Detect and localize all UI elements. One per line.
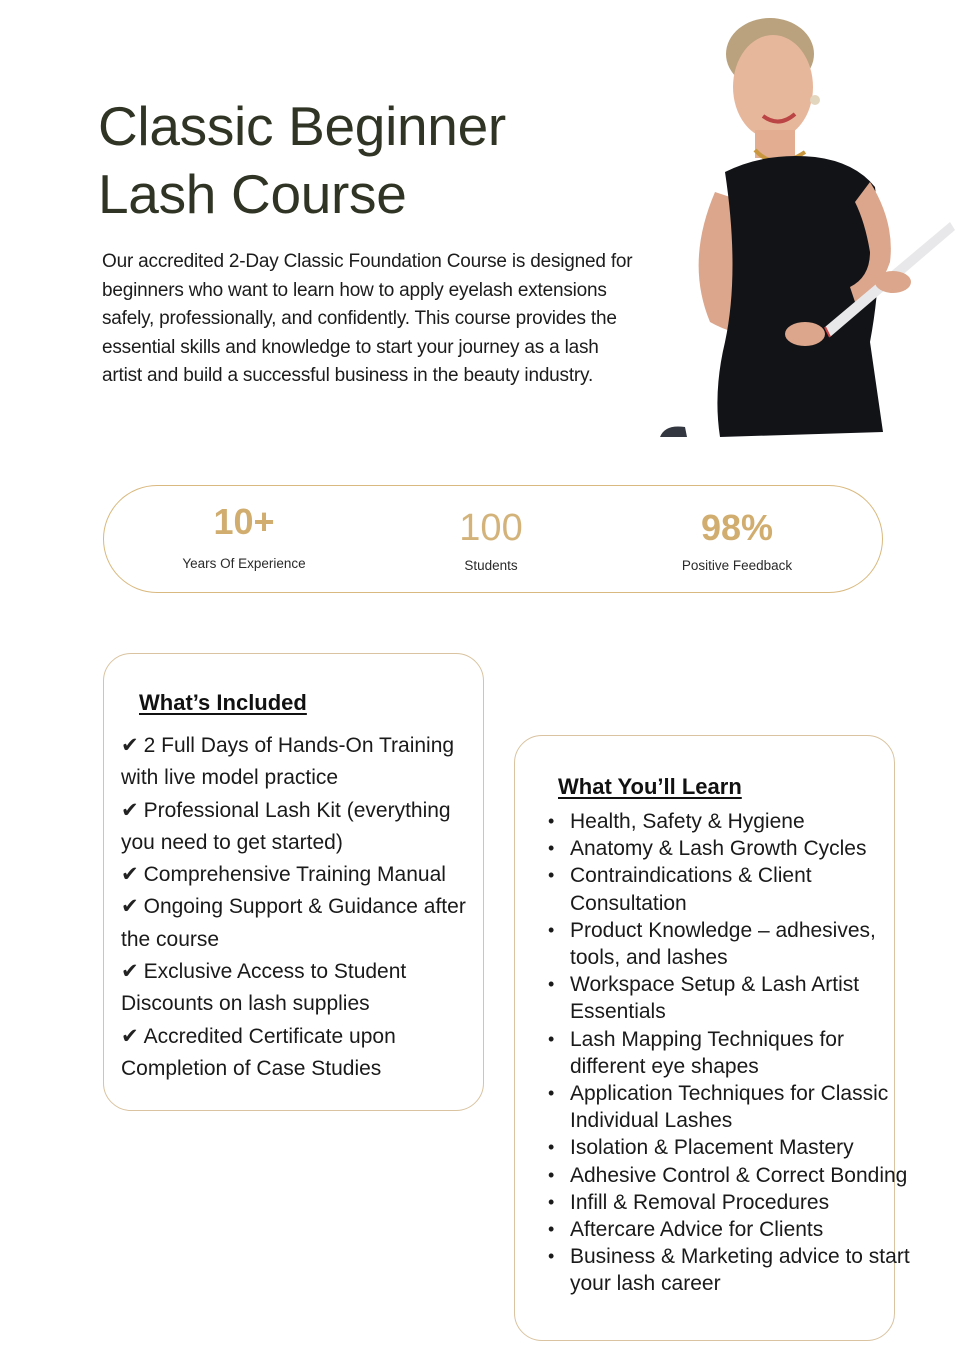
stat-value: 98% xyxy=(700,507,774,548)
list-item xyxy=(548,917,910,971)
list-item-text: Accredited Certificate upon Completion of Case Studies xyxy=(121,1024,396,1080)
bullet-icon: • xyxy=(548,811,555,831)
list-item xyxy=(548,835,910,862)
checkmark-icon: ✔ xyxy=(121,798,139,822)
stat-positive-feedback xyxy=(617,508,857,573)
list-item xyxy=(548,862,910,916)
checkmark-icon: ✔ xyxy=(121,734,139,757)
list-item xyxy=(548,1134,910,1161)
what-youll-learn-heading: What You’ll Learn xyxy=(558,774,742,799)
list-item-text: Adhesive Control & Correct Bonding xyxy=(570,1163,908,1187)
checkmark-icon: ✔ xyxy=(121,1024,139,1048)
whats-included-list xyxy=(121,730,481,1085)
list-item xyxy=(548,1189,910,1216)
bullet-icon: • xyxy=(548,865,555,886)
list-item xyxy=(548,1162,910,1189)
checkmark-icon: ✔ xyxy=(121,895,139,919)
whats-included-heading: What’s Included xyxy=(139,690,307,715)
whats-included-card xyxy=(103,653,484,1111)
stat-label: Students xyxy=(464,558,518,573)
stat-value: 100 xyxy=(459,507,523,549)
checkmark-icon: ✔ xyxy=(121,863,139,887)
list-item xyxy=(548,1026,910,1080)
bullet-icon: • xyxy=(548,838,555,859)
list-item xyxy=(548,1216,910,1243)
list-item-text: Infill & Removal Procedures xyxy=(570,1190,830,1214)
list-item-text: Application Techniques for Classic Individual Lashes xyxy=(570,1082,889,1133)
stat-years-experience xyxy=(124,502,364,571)
bullet-icon: • xyxy=(548,1028,555,1049)
list-item xyxy=(548,1080,910,1134)
list-item-text: Exclusive Access to Student Discounts on lash supplies xyxy=(121,960,407,1016)
what-youll-learn-card xyxy=(514,735,910,1341)
list-item xyxy=(121,1021,481,1086)
instructor-photo xyxy=(655,12,955,437)
bullet-icon: • xyxy=(548,1219,555,1240)
list-item-text: Business & Marketing advice to start your lash career xyxy=(570,1245,910,1296)
list-item xyxy=(121,730,481,795)
page-title xyxy=(98,92,506,228)
list-item xyxy=(121,859,481,891)
stat-value: 10+ xyxy=(213,501,275,542)
bullet-icon: • xyxy=(548,1083,555,1104)
page-title-line-2: Lash Course xyxy=(98,163,407,225)
page-title-line-1: Classic Beginner xyxy=(98,95,506,157)
list-item-text: Health, Safety & Hygiene xyxy=(570,810,805,833)
bullet-icon: • xyxy=(548,919,555,940)
list-item-text: Product Knowledge – adhesives, tools, and lashes xyxy=(570,918,876,970)
list-item-text: Professional Lash Kit (everything you need to get started) xyxy=(121,798,451,854)
course-intro: Our accredited 2-Day Classic Foundation Course is designed for beginners who want to learn how to apply eyelash extensions safely, professionally, and confidently. This course provides the essential skills and knowledge to start your journey as a lash artist and build a successful business in the beauty industry. xyxy=(102,251,633,386)
list-item xyxy=(121,891,481,956)
stat-label: Years Of Experience xyxy=(182,556,306,571)
bullet-icon: • xyxy=(548,1164,555,1185)
list-item-text: Anatomy & Lash Growth Cycles xyxy=(570,837,867,861)
what-youll-learn-list xyxy=(548,808,910,1298)
list-item-text: Workspace Setup & Lash Artist Essentials xyxy=(570,973,860,1024)
list-item xyxy=(548,1243,910,1297)
stat-label: Positive Feedback xyxy=(681,558,793,573)
list-item xyxy=(121,795,481,860)
bullet-icon: • xyxy=(548,1191,555,1212)
list-item-text: Contraindications & Client Consultation xyxy=(570,864,812,915)
bullet-icon: • xyxy=(548,1246,555,1267)
list-item-text: 2 Full Days of Hands-On Training with live model practice xyxy=(121,734,455,790)
stats-bar xyxy=(103,485,883,593)
bullet-icon: • xyxy=(548,1137,555,1158)
list-item-text: Comprehensive Training Manual xyxy=(143,863,446,887)
list-item xyxy=(548,808,910,835)
list-item xyxy=(121,956,481,1021)
list-item-text: Ongoing Support & Guidance after the course xyxy=(121,895,466,951)
list-item-text: Aftercare Advice for Clients xyxy=(570,1218,824,1242)
instructor-illustration xyxy=(655,12,955,437)
list-item-text: Lash Mapping Techniques for different eye shapes xyxy=(570,1027,844,1078)
list-item-text: Isolation & Placement Mastery xyxy=(570,1136,854,1160)
bullet-icon: • xyxy=(548,974,555,995)
checkmark-icon: ✔ xyxy=(121,960,139,984)
stat-students xyxy=(371,508,611,573)
list-item xyxy=(548,971,910,1025)
